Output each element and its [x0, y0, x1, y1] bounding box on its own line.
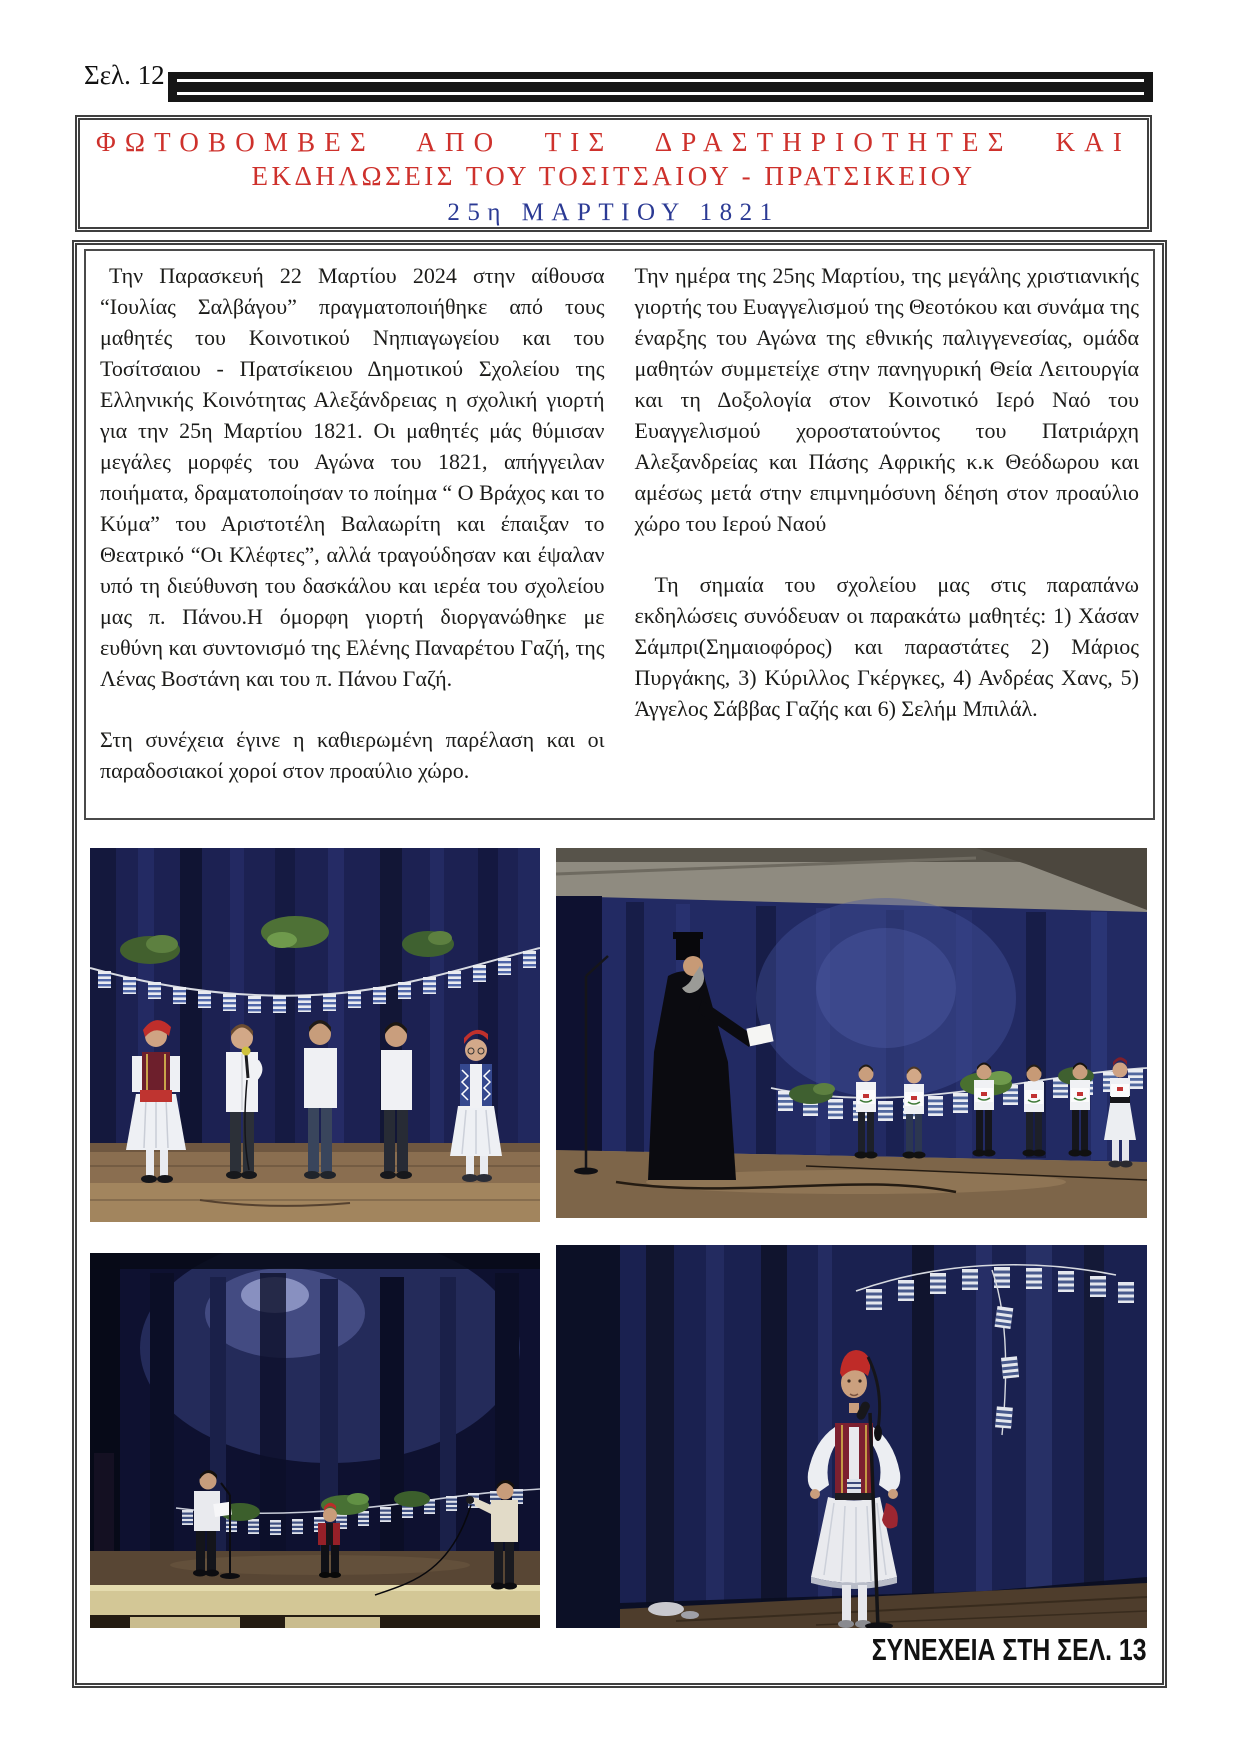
photo-illustration — [556, 848, 1147, 1218]
photo-priest-and-students — [556, 848, 1147, 1218]
photo-illustration — [90, 848, 540, 1222]
headline-box — [75, 115, 1152, 232]
paragraph: Τη σημαία του σχολείου μας στις παραπάνω εκδηλώσεις συνόδευαν οι παρακάτω μαθητές: 1) Χάσαν Σάμπρι(Σημαιοφόρος) και παραστάτες 2) Μάριος Πυργάκης, 3) Κύριλλος Γκέργκες, 4) Ανδρέας Χανς, 5) Άγγελος Σάββας Γαζής και 6) Σελήμ Μπιλάλ. — [634, 572, 1139, 721]
headline-subtitle: 25η ΜΑΡΤΙΟΥ 1821 — [447, 199, 780, 226]
rule-stripe — [177, 79, 1144, 95]
headline-line1: ΦΩΤΟΒΟΜΒΕΣ ΑΠΟ ΤΙΣ ΔΡΑΣΤΗΡΙΟΤΗΤΕΣ ΚΑΙ — [96, 127, 1131, 157]
article-column-left — [100, 260, 605, 809]
continuation-text: ΣΥΝΕΧΕΙΑ ΣΤΗ ΣΕΛ. 13 — [872, 1632, 1147, 1667]
photo-illustration — [556, 1245, 1147, 1628]
photo-evzone-boy-microphone — [556, 1245, 1147, 1628]
photo-children-on-stage — [90, 848, 540, 1222]
decorative-double-rule — [168, 72, 1153, 102]
article-column-right — [635, 260, 1140, 809]
continuation-note — [556, 1634, 1147, 1665]
paragraph: Στη συνέχεια έγινε η καθιερωμένη παρέλαση και οι παραδοσιακοί χοροί στον προαύλιο χώρο. — [100, 727, 605, 783]
photo-theatrical-scene — [90, 1253, 540, 1628]
page-number-label: Σελ. 12 — [84, 60, 165, 90]
photo-illustration — [90, 1253, 540, 1628]
rule-core — [177, 82, 1144, 92]
paragraph: Την ημέρα της 25ης Μαρτίου, της μεγάλης χριστιανικής γιορτής του Ευαγγελισμού της Θεοτόκου και συνάμα της έναρξης του Αγώνα της εθνικής παλιγγενεσίας, ομάδα μαθητών συμμετείχε στην πανηγυρική Θεία Λειτουργία και τη Δοξολογία στον Κοινοτικό Ιερό Ναό του Ευαγγελισμού χοροστατούντος του Πατριάρχη Αλεξανδρείας και Πάσης Αφρικής κ.κ Θεόδωρου και αμέσως μετά στην επιμνημόσυνη δέηση στον προαύλιο χώρο του Ιερού Ναού — [634, 263, 1139, 536]
article-text-box — [84, 249, 1155, 820]
paragraph: Την Παρασκευή 22 Μαρτίου 2024 στην αίθουσα “Ιουλίας Σαλβάγου” πραγματοποιήθηκε από τους μαθητές του Κοινοτικού Νηπιαγωγείου και του Τοσίτσαιου - Πρατσίκειου Δημοτικού Σχολείου της Ελληνικής Κοινότητας Αλεξάνδρειας η σχολική γιορτή για την 25η Μαρτίου 1821. Οι μαθητές μάς θύμισαν μεγάλες μορφές του Αγώνα του 1821, απήγγειλαν ποιήματα, δραματοποίησαν το ποίημα “ Ο Βράχος και το Κύμα” του Αριστοτέλη Βαλαωρίτη και έπαιξαν το Θεατρικό “Οι Κλέφτες”, αλλά τραγούδησαν και έψαλαν υπό τη διεύθυνση του δασκάλου και ιερέα του σχολείου μας π. Πάνου.Η όμορφη γιορτή διοργανώθηκε με ευθύνη και συντονισμό της Ελένης Παναρέτου Γαζή, της Λένας Βοστάνη και του π. Πάνου Γαζή. — [100, 263, 605, 691]
headline-line2: ΕΚΔΗΛΩΣΕΙΣ ΤΟΥ ΤΟΣΙΤΣΑΙΟΥ - ΠΡΑΤΣΙΚΕΙΟΥ — [251, 161, 976, 191]
